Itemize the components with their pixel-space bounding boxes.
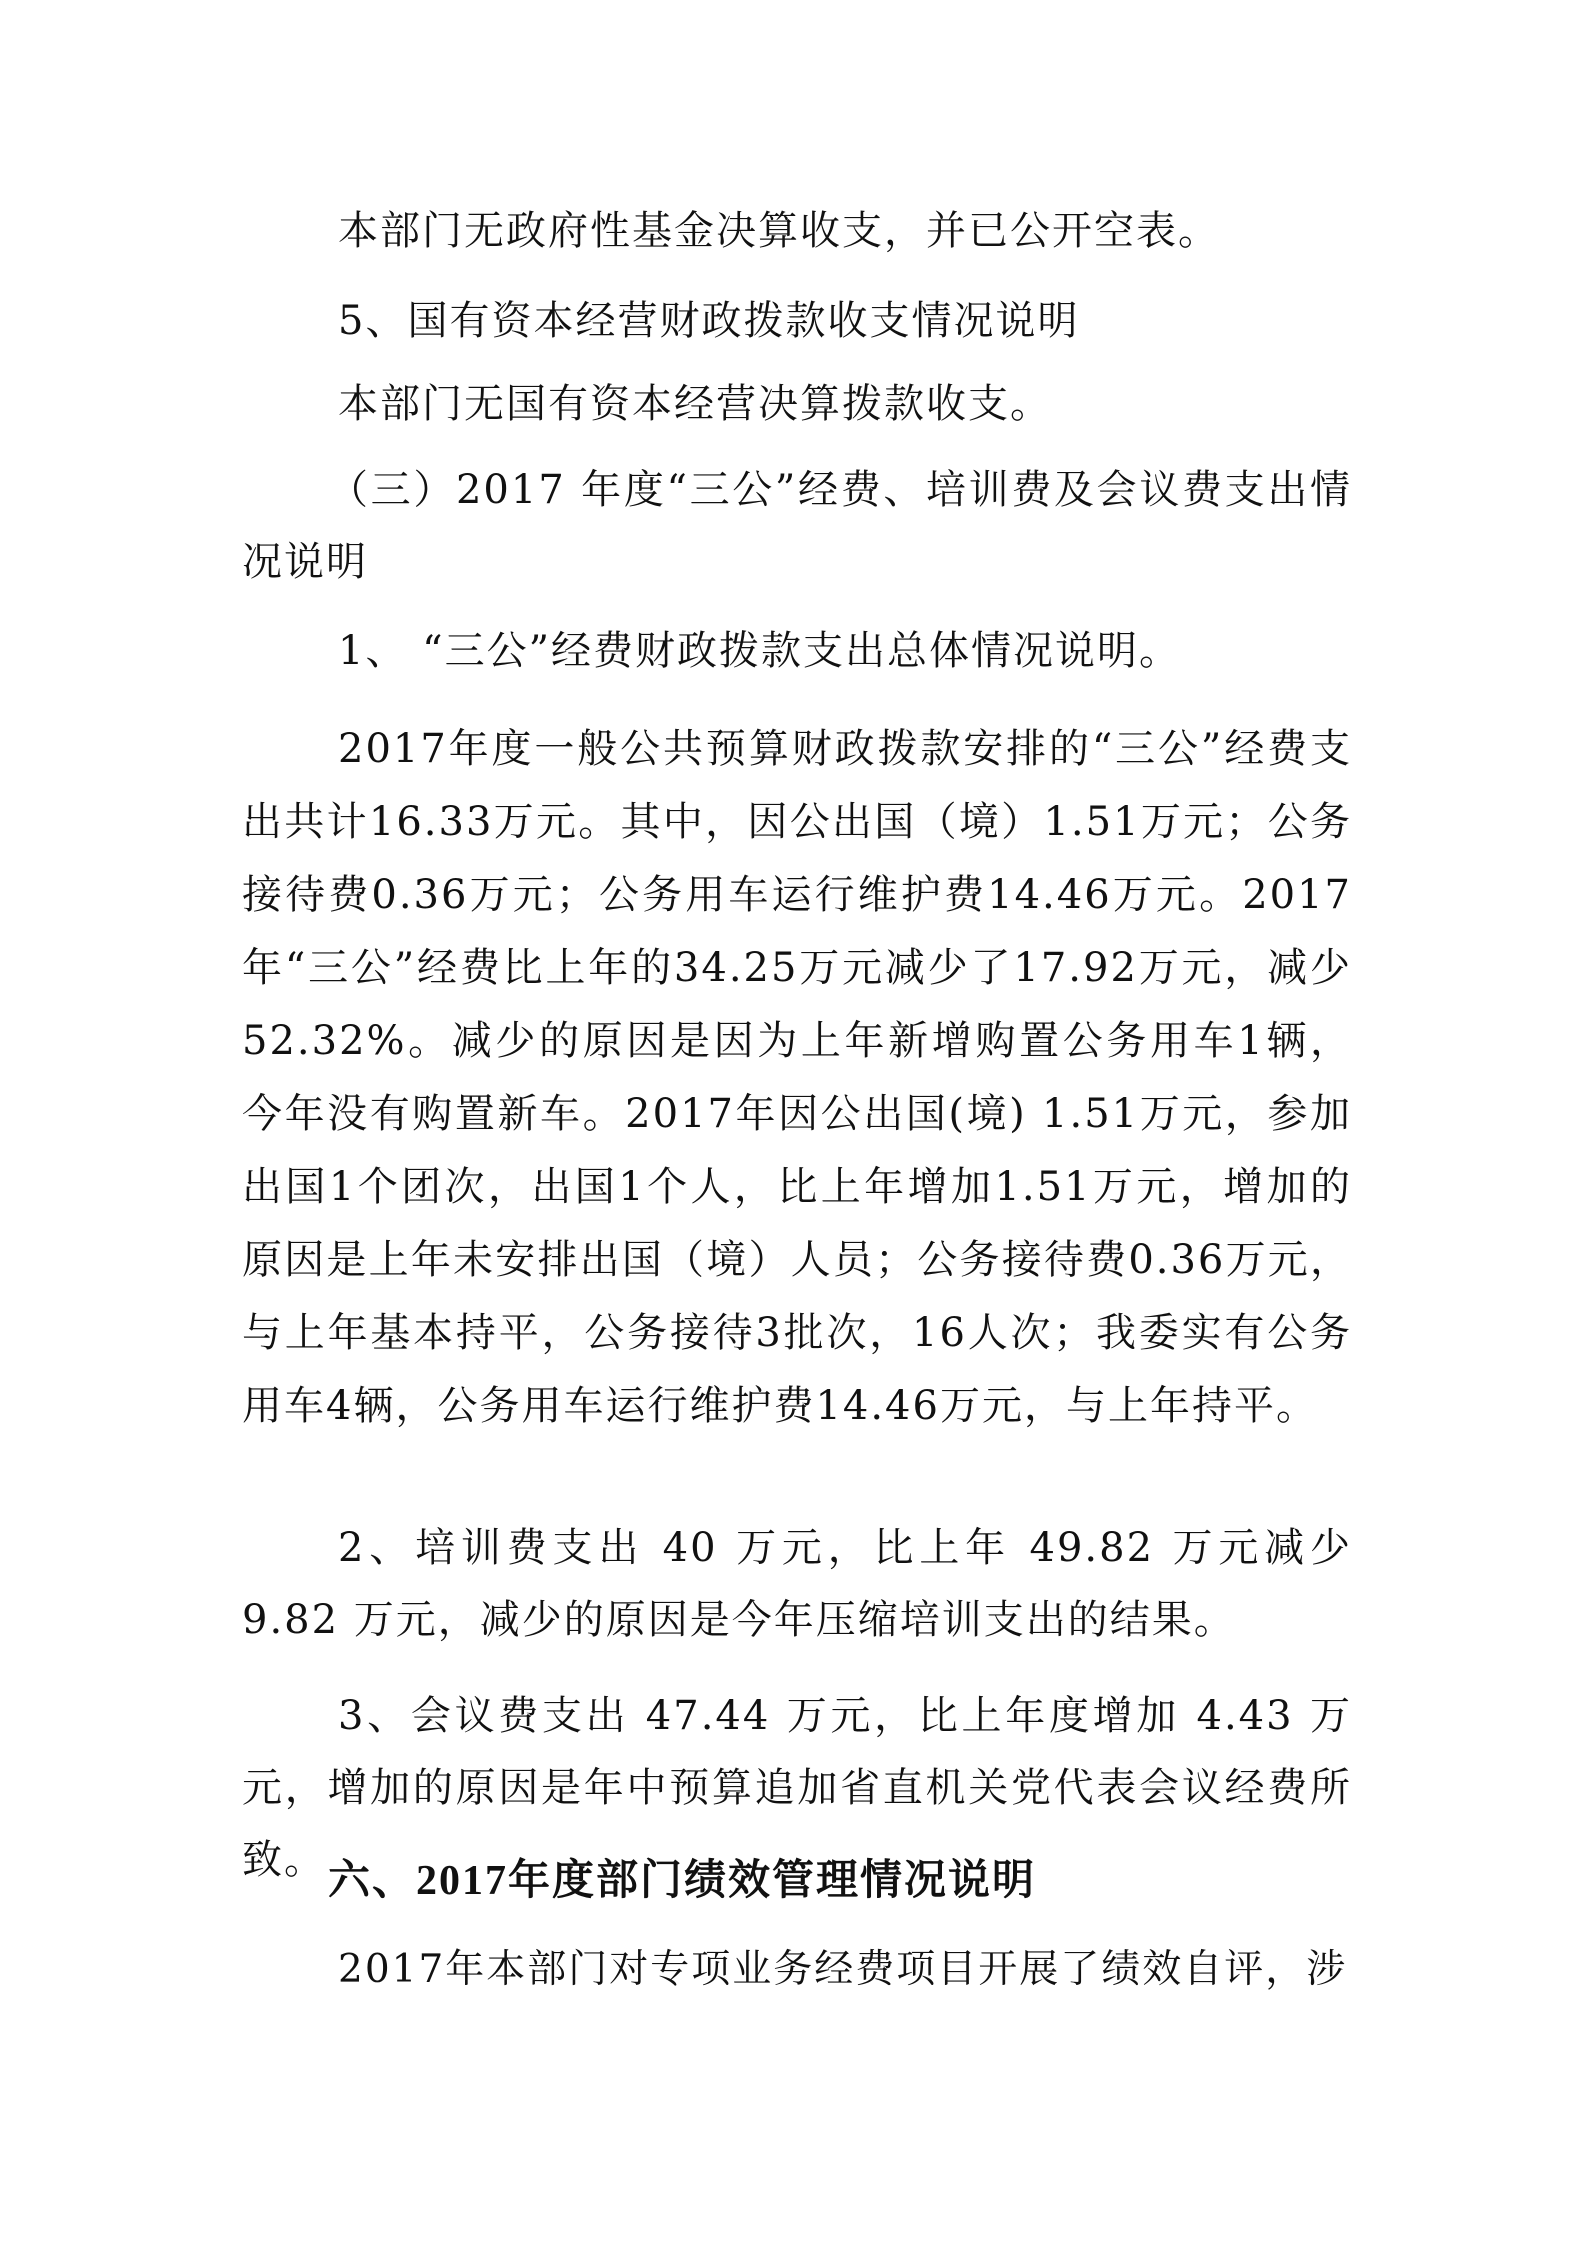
- paragraph-government-fund: 本部门无政府性基金决算收支，并已公开空表。: [338, 208, 1220, 254]
- paragraph-three-public-details: 2017年度一般公共预算财政拨款安排的“三公”经费支出共计16.33万元。其中，因公出国（境）1.51万元；公务接待费0.36万元；公务用车运行维护费14.46万元。2017年“三公”经费比上年的34.25万元减少了17.92万元，减少52.32%。减少的原因是因为上年新增购置公务用车1辆，今年没有购置新车。2017年因公出国(境) 1.51万元，参加出国1个团次，出国1个人，比上年增加1.51万元，增加的原因是上年未安排出国（境）人员；公务接待费0.36万元，与上年基本持平，公务接待3批次，16人次；我委实有公务用车4辆，公务用车运行维护费14.46万元，与上年持平。: [242, 726, 1352, 1429]
- section-heading-three-public: （三）2017 年度“三公”经费、培训费及会议费支出情况说明: [242, 467, 1352, 585]
- subheading-three-public-overview: 1、 “三公”经费财政拨款支出总体情况说明。: [338, 628, 1182, 674]
- paragraph-training-fees: 2、培训费支出 40 万元，比上年 49.82 万元减少 9.82 万元，减少的原因是今年压缩培训支出的结果。: [242, 1525, 1352, 1643]
- heading-state-capital: 5、国有资本经营财政拨款收支情况说明: [338, 298, 1080, 344]
- paragraph-performance: 2017年本部门对专项业务经费项目开展了绩效自评，涉: [338, 1947, 1348, 1992]
- section-heading-performance: 六、2017年度部门绩效管理情况说明: [328, 1858, 1037, 1904]
- paragraph-meeting-fees: 3、会议费支出 47.44 万元，比上年度增加 4.43 万元，增加的原因是年中预算追加省直机关党代表会议经费所致。: [242, 1693, 1352, 1883]
- paragraph-state-capital: 本部门无国有资本经营决算拨款收支。: [338, 381, 1052, 427]
